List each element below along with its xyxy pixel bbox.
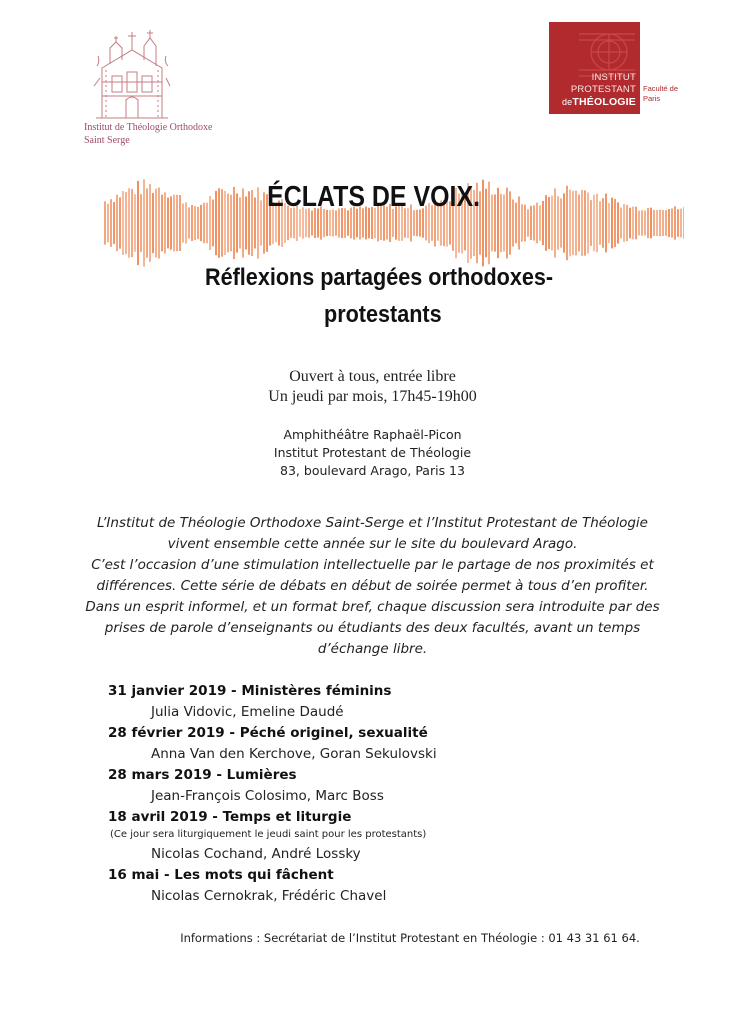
- session-heading: 28 mars 2019 - Lumières: [108, 767, 297, 783]
- orthodox-institute-name: Institut de Théologie Orthodoxe: [84, 122, 213, 133]
- event-subtitle-line1: Réflexions partagées orthodoxes-: [205, 264, 554, 291]
- session-heading: 28 février 2019 - Péché originel, sexualité: [108, 725, 428, 741]
- waveform-bar: [335, 210, 337, 235]
- waveform-bar: [644, 210, 646, 235]
- waveform-bar: [347, 210, 349, 235]
- event-subtitle-line2: protestants: [324, 301, 442, 328]
- session-speakers: Jean-François Colosimo, Marc Boss: [151, 788, 384, 804]
- waveform-bar: [641, 210, 643, 235]
- protestant-logo-line2: PROTESTANT: [570, 84, 636, 95]
- faculty-label-line1: Faculté de: [643, 84, 679, 93]
- session-speakers: Nicolas Cochand, André Lossky: [151, 846, 361, 862]
- session-speakers: Julia Vidovic, Emeline Daudé: [151, 704, 344, 720]
- intro-line: vivent ensemble cette année sur le site du boulevard Arago.: [167, 536, 578, 552]
- intro-line: Dans un esprit informel, et un format bref, chaque discussion sera introduite par des: [85, 599, 660, 615]
- intro-line: L’Institut de Théologie Orthodoxe Saint-Serge et l’Institut Protestant de Théologie: [97, 515, 648, 531]
- session-note: (Ce jour sera liturgiquement le jeudi saint pour les protestants): [110, 829, 427, 840]
- faculty-label-line2: Paris: [643, 94, 661, 103]
- venue-address: 83, boulevard Arago, Paris 13: [280, 463, 465, 478]
- waveform-bar: [638, 211, 640, 236]
- orthodox-institute-subname: Saint Serge: [84, 135, 130, 146]
- protestant-logo-line3: deTHÉOLOGIE: [561, 96, 636, 108]
- event-title: ÉCLATS DE VOIX.: [267, 181, 481, 213]
- venue-institute: Institut Protestant de Théologie: [273, 445, 472, 460]
- session-heading: 31 janvier 2019 - Ministères féminins: [108, 683, 392, 699]
- church-drawing-icon: [92, 26, 172, 121]
- schedule-line: Un jeudi par mois, 17h45-19h00: [268, 388, 477, 405]
- session-heading: 18 avril 2019 - Temps et liturgie: [108, 809, 352, 825]
- intro-line: différences. Cette série de débats en début de soirée permet à tous d’en profiter.: [96, 578, 649, 594]
- session-speakers: Nicolas Cernokrak, Frédéric Chavel: [151, 888, 387, 904]
- protestant-logo-line1: INSTITUT: [591, 72, 636, 83]
- protestant-institute-logo: [549, 22, 640, 114]
- open-access-line: Ouvert à tous, entrée libre: [289, 368, 456, 385]
- intro-line: C’est l’occasion d’une stimulation intellectuelle par le partage de nos proximités et: [91, 557, 654, 573]
- waveform-bar: [311, 211, 313, 236]
- session-speakers: Anna Van den Kerchove, Goran Sekulovski: [151, 746, 437, 762]
- intro-line: d’échange libre.: [317, 641, 428, 657]
- contact-info: Informations : Secrétariat de l’Institut Protestant en Théologie : 01 43 31 61 64.: [180, 931, 640, 945]
- intro-line: prises de parole d’enseignants ou étudiants des deux facultés, avant un temps: [104, 620, 641, 636]
- session-heading: 16 mai - Les mots qui fâchent: [108, 867, 334, 883]
- venue-room: Amphithéâtre Raphaël-Picon: [283, 427, 462, 442]
